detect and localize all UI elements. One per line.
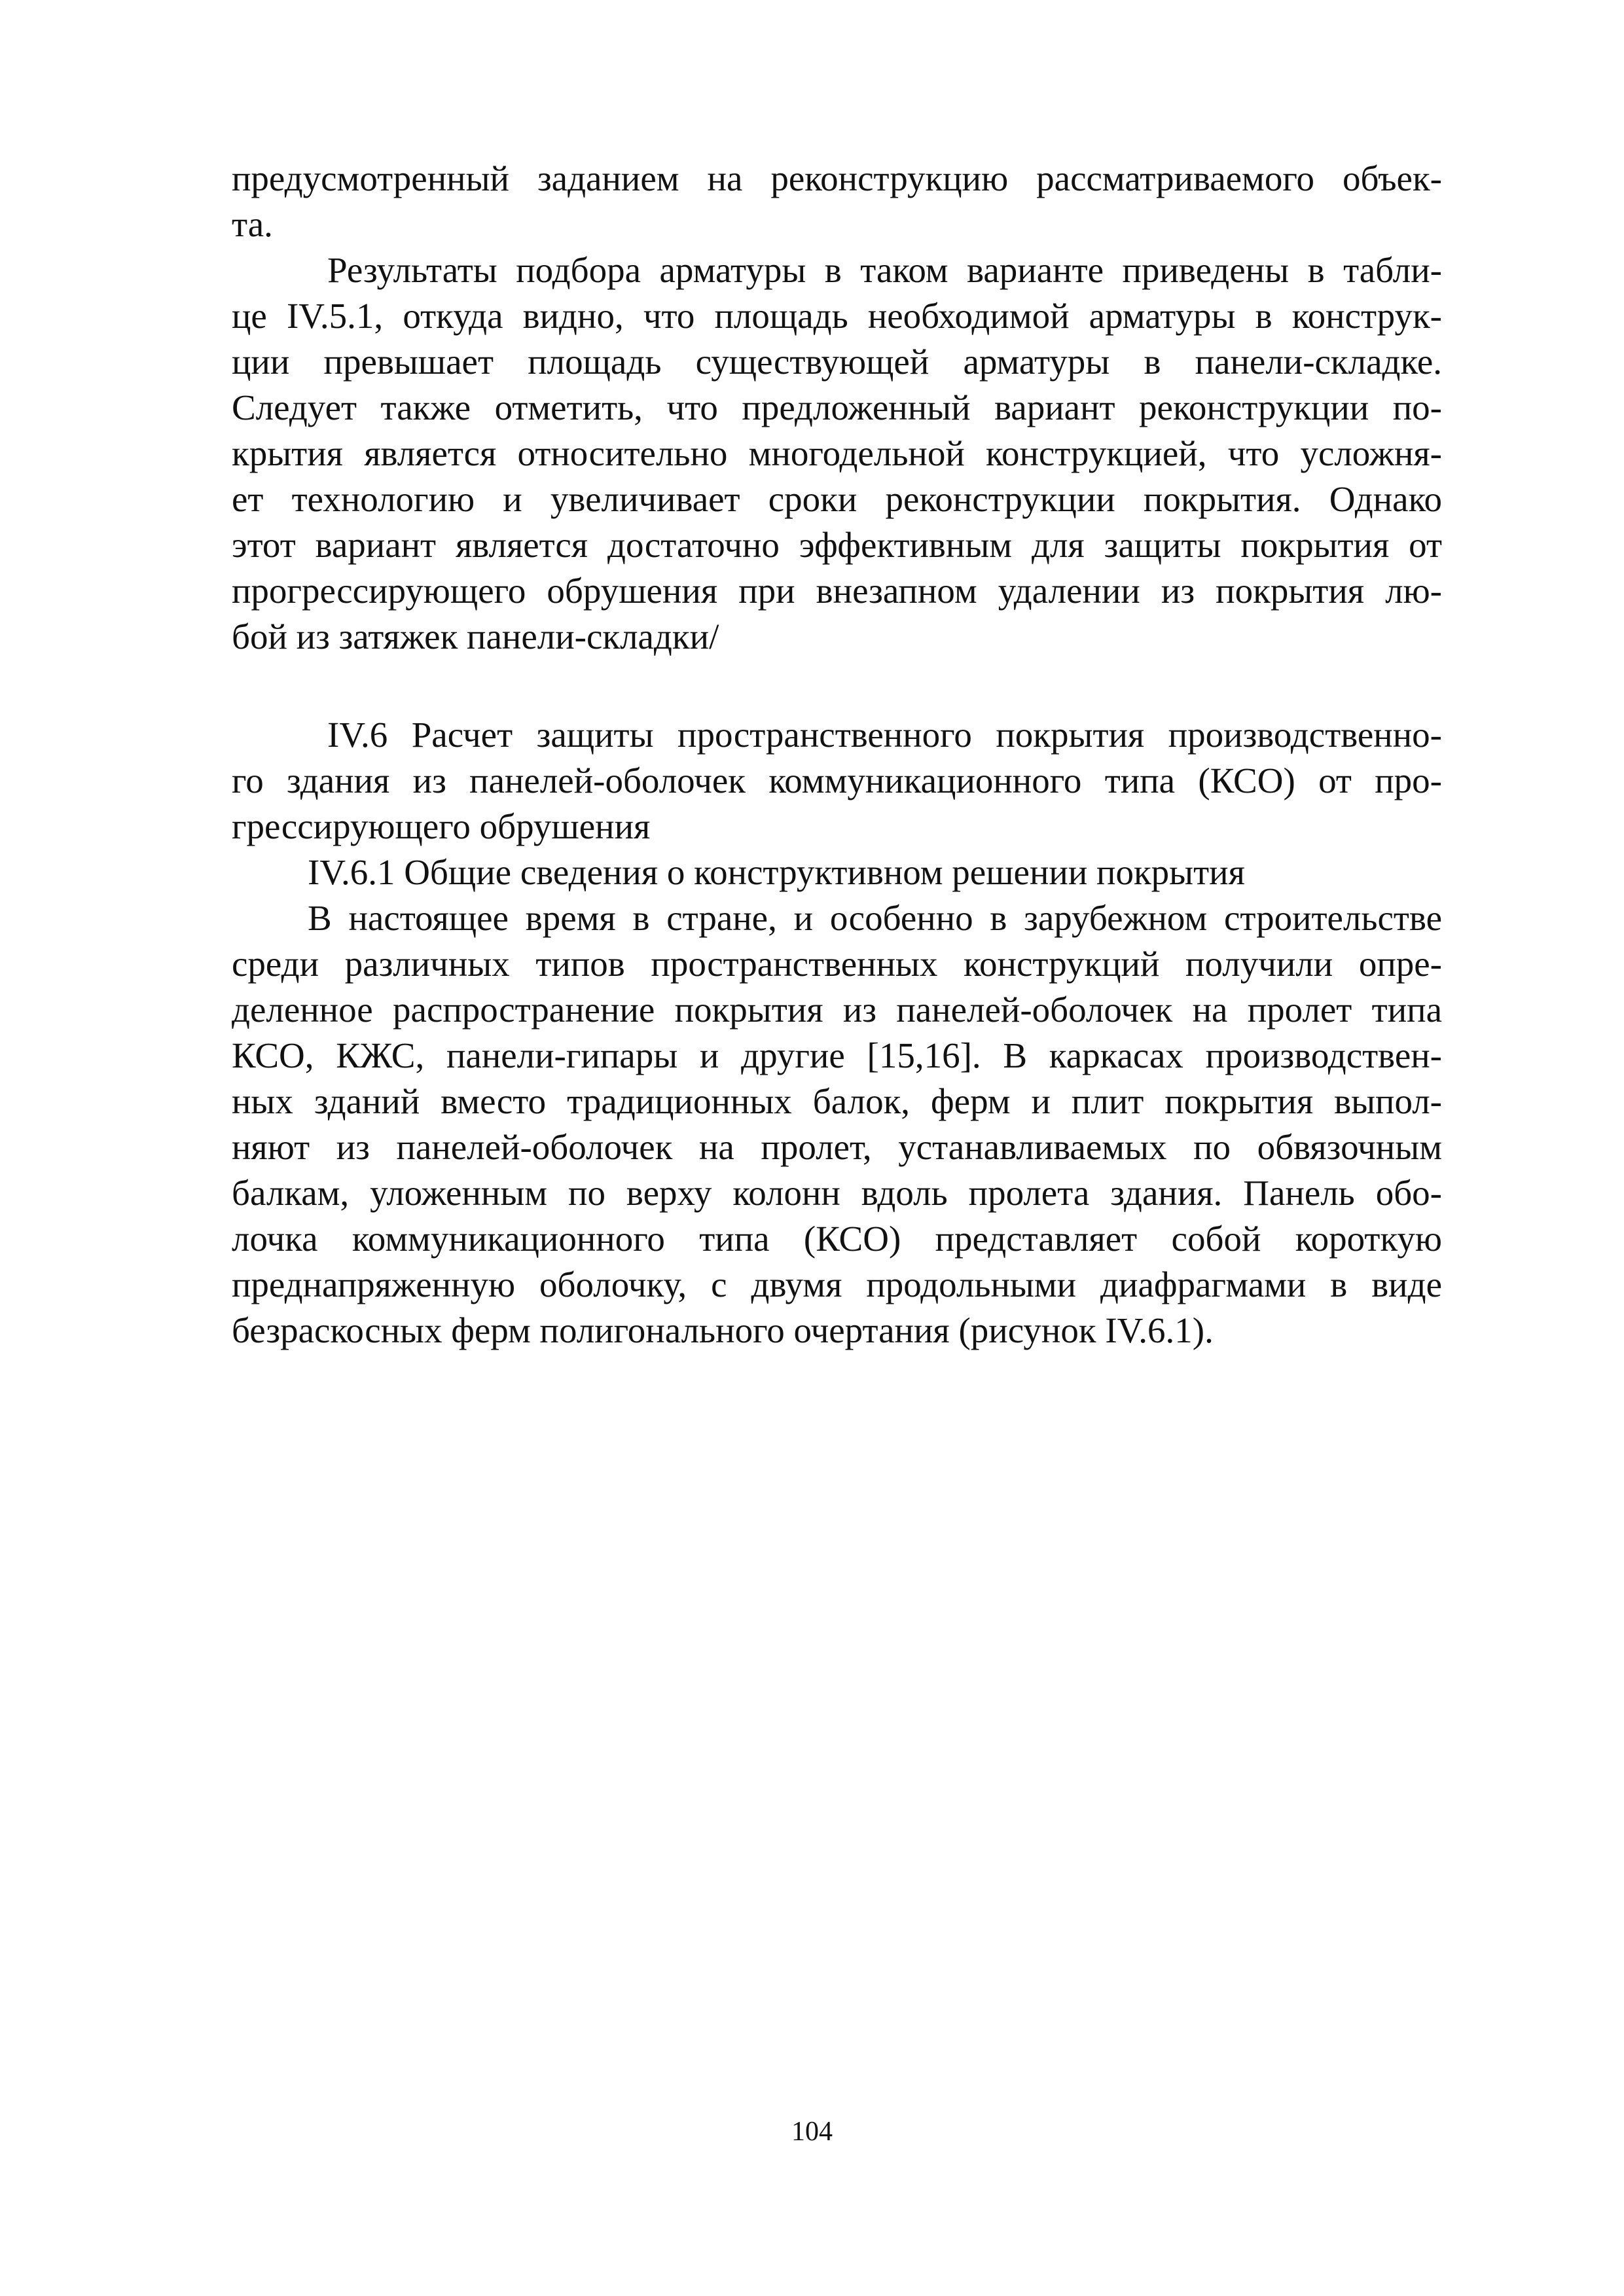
section-heading-line: IV.6 Расчет защиты пространственного покрытия производственно- [327,715,1442,755]
text-line: лочка коммуникационного типа (КСО) представляет собой короткую [232,1219,1442,1259]
text-line: среди различных типов пространственных конструкций получили опре- [232,944,1442,984]
section-heading-line: го здания из панелей-оболочек коммуникационного типа (КСО) от про- [232,761,1442,800]
section-heading-line: грессирующего обрушения [232,806,651,846]
text-line: Следует также отметить, что предложенный вариант реконструкции по- [232,387,1442,427]
text-line: та. [232,204,273,244]
text-line: ных зданий вместо традиционных балок, ферм и плит покрытия выпол- [232,1081,1442,1121]
text-line: ции превышает площадь существующей арматуры в панели-складке. [232,342,1442,382]
text-line: прогрессирующего обрушения при внезапном удалении из покрытия лю- [232,571,1442,611]
text-line: В настоящее время в стране, и особенно в зарубежном строительстве [308,898,1442,938]
text-line: КСО, КЖС, панели-гипары и другие [15,16]. В каркасах производствен- [232,1035,1442,1075]
text-line: крытия является относительно многодельной конструкцией, что усложня- [232,433,1442,473]
text-line: ет технологию и увеличивает сроки реконструкции покрытия. Однако [232,479,1442,519]
text-line: этот вариант является достаточно эффективным для защиты покрытия от [232,525,1442,565]
text-line: безраскосных ферм полигонального очертания (рисунок IV.6.1). [232,1310,1214,1350]
page-number: 104 [791,2117,833,2147]
text-line: деленное распространение покрытия из панелей-оболочек на пролет типа [232,990,1442,1030]
subsection-heading: IV.6.1 Общие сведения о конструктивном решении покрытия [308,852,1245,892]
text-line: няют из панелей-оболочек на пролет, устанавливаемых по обвязочным [232,1127,1442,1167]
text-line: предусмотренный заданием на реконструкцию рассматриваемого объек- [232,158,1442,198]
text-line: балкам, уложенным по верху колонн вдоль пролета здания. Панель обо- [232,1173,1442,1213]
text-line: бой из затяжек панели-складки/ [232,617,719,656]
text-line: Результаты подбора арматуры в таком варианте приведены в табли- [327,250,1442,290]
text-line: це IV.5.1, откуда видно, что площадь необходимой арматуры в конструк- [232,296,1442,336]
text-line: преднапряженную оболочку, с двумя продольными диафрагмами в виде [232,1265,1442,1304]
